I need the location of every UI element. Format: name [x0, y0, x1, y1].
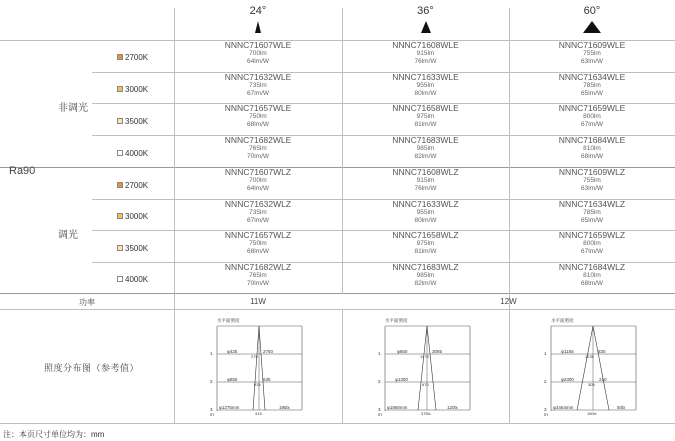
power-value-12w: 12W [500, 297, 517, 306]
product-cell [509, 168, 675, 192]
lux-label: 635 [263, 377, 271, 382]
efficacy-value: 67lm/W [246, 216, 270, 224]
lux-label: 375lx [421, 411, 431, 416]
product-cell [174, 104, 342, 128]
lumen-value: 735lm [249, 209, 267, 216]
diagram-title: 水平面照度 [217, 318, 240, 323]
cct-label: 4000K [125, 148, 149, 158]
cct-label: 4000K [125, 274, 149, 284]
product-cell [342, 136, 509, 160]
lumen-value: 915lm [416, 177, 435, 184]
product-cell [342, 231, 509, 255]
model-number: NNNC71633WLZ [392, 199, 459, 209]
lux-label: 1475 [420, 354, 429, 359]
color-swatch [117, 54, 123, 60]
color-swatch [117, 245, 123, 251]
cri-label: Ra90 [9, 165, 36, 177]
lux-label: 415 [255, 411, 262, 416]
model-number: NNNC71657WLZ [224, 230, 292, 240]
lumen-value: 700lm [249, 177, 267, 184]
lux-label: 935 [254, 382, 261, 387]
level-label: 1 [378, 351, 381, 356]
efficacy-value: 82lm/W [414, 279, 437, 287]
lux-label: 670 [422, 382, 429, 387]
cct-label: 3500K [125, 243, 149, 253]
lumen-value: 755lm [583, 177, 601, 184]
unit-label: m [210, 412, 214, 416]
product-cell [174, 73, 342, 97]
cct-row [117, 273, 148, 285]
lumen-value: 915lm [416, 50, 435, 57]
beam-angle-label: 36° [417, 5, 434, 17]
efficacy-value: 64lm/W [246, 57, 270, 65]
product-cell [342, 41, 509, 65]
efficacy-value: 65lm/W [580, 216, 604, 224]
model-number: NNNC71607WLZ [224, 167, 292, 177]
product-cell [174, 231, 342, 255]
footnote: 注：本页尺寸单位均为：mm [3, 430, 105, 439]
efficacy-value: 80lm/W [414, 216, 437, 224]
model-number: NNNC71684WLE [558, 135, 626, 145]
efficacy-value: 70lm/W [246, 279, 270, 287]
color-swatch [117, 150, 123, 156]
product-cell [342, 104, 509, 128]
group-non-dimmable: 非调光 [58, 103, 88, 114]
level-label: 2 [544, 379, 547, 384]
lumen-value: 800lm [583, 113, 601, 120]
diameter-label: φ2300 [561, 377, 574, 382]
product-cell [509, 200, 675, 224]
lumen-value: 800lm [583, 240, 601, 247]
cct-label: 2700K [125, 180, 149, 190]
wide-beam-icon [580, 19, 604, 35]
model-number: NNNC71683WLE [392, 135, 459, 145]
narrow-beam-icon [248, 19, 268, 35]
diameter-label: φ425 [227, 349, 238, 354]
diagram-title: 水平面照度 [385, 318, 408, 323]
efficacy-value: 68lm/W [580, 279, 604, 287]
lux-label: 2750 [263, 349, 274, 354]
lumen-value: 810lm [583, 272, 601, 279]
efficacy-value: 68lm/W [246, 247, 270, 255]
lumen-value: 975lm [416, 113, 435, 120]
product-cell [342, 168, 509, 192]
model-number: NNNC71634WLZ [558, 199, 626, 209]
product-cell [174, 168, 342, 192]
cct-row [117, 147, 148, 159]
model-number: NNNC71659WLE [558, 103, 626, 113]
beam-angle-24 [174, 0, 342, 40]
lux-label: 830 [598, 349, 606, 354]
group-dimmable: 调光 [58, 230, 78, 241]
cct-label: 3000K [125, 84, 149, 94]
cct-row [117, 83, 148, 95]
cct-label: 3500K [125, 116, 149, 126]
lumen-value: 750lm [249, 240, 267, 247]
model-number: NNNC71608WLE [392, 40, 459, 50]
power-label: 功率 [79, 298, 95, 307]
lux-label: 3065 [432, 349, 443, 354]
product-cell [509, 73, 675, 97]
cct-row [117, 210, 148, 222]
diagram-title: 水平面照度 [551, 318, 574, 323]
lux-label: 195lx [279, 405, 290, 410]
lux-label: 120lx [447, 405, 458, 410]
lumen-value: 785lm [583, 209, 601, 216]
medium-beam-icon [416, 19, 436, 35]
product-cell [342, 263, 509, 287]
product-cell [509, 231, 675, 255]
product-cell [174, 136, 342, 160]
cct-row [117, 115, 148, 127]
lux-label: 275 [251, 354, 258, 359]
efficacy-value: 76lm/W [414, 57, 437, 65]
cct-row [117, 242, 148, 254]
efficacy-value: 81lm/W [414, 247, 437, 255]
diameter-label: φ1950mm [387, 405, 408, 410]
power-value-11w: 11W [250, 297, 266, 306]
model-number: NNNC71633WLE [392, 72, 459, 82]
color-swatch [117, 118, 123, 124]
lumen-value: 810lm [583, 145, 601, 152]
efficacy-value: 68lm/W [246, 120, 270, 128]
diameter-label: φ3464mm [553, 405, 574, 410]
lux-label: 1235 [585, 354, 594, 359]
cct-row [117, 51, 148, 63]
unit-label: m [544, 412, 548, 416]
diameter-label: φ650 [397, 349, 408, 354]
model-number: NNNC71684WLZ [558, 262, 626, 272]
model-number: NNNC71607WLE [224, 40, 292, 50]
efficacy-value: 67lm/W [580, 247, 604, 255]
beam-angle-label: 24° [249, 5, 267, 17]
cct-row [117, 179, 148, 191]
efficacy-value: 63lm/W [580, 57, 604, 65]
cct-label: 2700K [125, 52, 149, 62]
lumen-value: 735lm [249, 82, 267, 89]
product-cell [509, 41, 675, 65]
illuminance-label: 照度分布图（参考值） [44, 363, 140, 373]
model-number: NNNC71608WLZ [392, 167, 459, 177]
lumen-value: 785lm [583, 82, 601, 89]
model-number: NNNC71632WLZ [224, 199, 292, 209]
product-cell [342, 73, 509, 97]
illuminance-diagram-36 [375, 316, 485, 416]
product-cell [509, 104, 675, 128]
diameter-label: φ1275mm [219, 405, 240, 410]
beam-angle-36 [342, 0, 509, 40]
lumen-value: 755lm [583, 50, 601, 57]
model-number: NNNC71658WLE [392, 103, 459, 113]
efficacy-value: 68lm/W [580, 152, 604, 160]
product-cell [509, 136, 675, 160]
level-label: 3 [210, 407, 213, 412]
level-label: 2 [378, 379, 381, 384]
model-number: NNNC71683WLZ [392, 262, 459, 272]
model-number: NNNC71659WLZ [558, 230, 626, 240]
lumen-value: 975lm [416, 240, 435, 247]
level-label: 3 [378, 407, 381, 412]
lux-label: 305 [588, 382, 595, 387]
model-number: NNNC71682WLZ [224, 262, 292, 272]
efficacy-value: 67lm/W [246, 89, 270, 97]
lux-label: 150lx [587, 411, 597, 416]
efficacy-value: 64lm/W [246, 184, 270, 192]
efficacy-value: 63lm/W [580, 184, 604, 192]
illuminance-diagram-24 [207, 316, 317, 416]
diameter-label: φ1155 [561, 349, 574, 354]
color-swatch [117, 86, 123, 92]
lux-label: 50lx [617, 405, 626, 410]
color-swatch [117, 276, 123, 282]
efficacy-value: 67lm/W [580, 120, 604, 128]
beam-angle-60 [509, 0, 675, 40]
unit-label: m [378, 412, 382, 416]
efficacy-value: 76lm/W [414, 184, 437, 192]
model-number: NNNC71632WLE [224, 72, 292, 82]
color-swatch [117, 213, 123, 219]
lumen-value: 985lm [416, 145, 435, 152]
product-cell [174, 41, 342, 65]
beam-angle-label: 60° [583, 5, 601, 17]
efficacy-value: 81lm/W [414, 120, 437, 128]
diameter-label: φ850 [227, 377, 238, 382]
lumen-value: 765lm [249, 145, 267, 152]
efficacy-value: 82lm/W [414, 152, 437, 160]
lumen-value: 955lm [416, 209, 435, 216]
color-swatch [117, 182, 123, 188]
model-number: NNNC71657WLE [224, 103, 292, 113]
level-label: 3 [544, 407, 547, 412]
level-label: 2 [210, 379, 213, 384]
model-number: NNNC71634WLE [558, 72, 626, 82]
diameter-label: φ1300 [395, 377, 408, 382]
model-number: NNNC71658WLZ [392, 230, 459, 240]
lux-label: 210 [599, 377, 607, 382]
efficacy-value: 65lm/W [580, 89, 604, 97]
model-number: NNNC71682WLE [224, 135, 292, 145]
efficacy-value: 70lm/W [246, 152, 270, 160]
level-label: 1 [210, 351, 213, 356]
illuminance-diagram-60 [541, 316, 651, 416]
lumen-value: 765lm [249, 272, 267, 279]
efficacy-value: 80lm/W [414, 89, 437, 97]
cct-label: 3000K [125, 211, 149, 221]
lumen-value: 750lm [249, 113, 267, 120]
product-cell [174, 200, 342, 224]
level-label: 1 [544, 351, 547, 356]
product-cell [174, 263, 342, 287]
lumen-value: 985lm [416, 272, 435, 279]
model-number: NNNC71609WLE [558, 40, 626, 50]
lumen-value: 955lm [416, 82, 435, 89]
product-cell [342, 200, 509, 224]
model-number: NNNC71609WLZ [558, 167, 626, 177]
lumen-value: 700lm [249, 50, 267, 57]
product-cell [509, 263, 675, 287]
